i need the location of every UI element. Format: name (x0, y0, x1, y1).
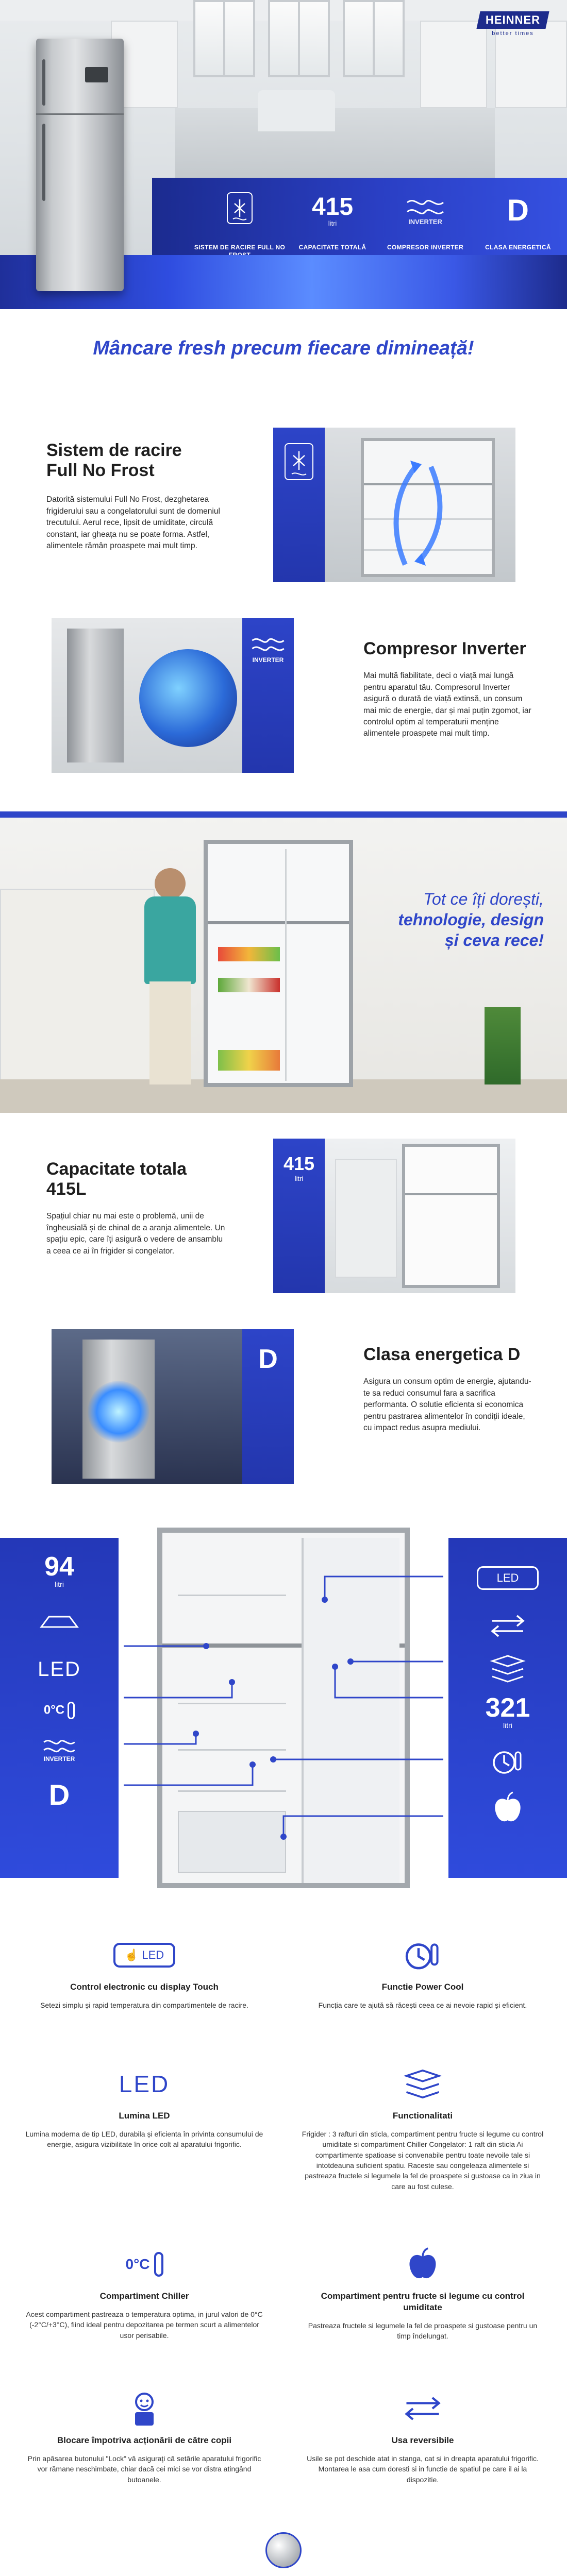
vegetable-drawer (218, 1050, 280, 1071)
capacity-text (46, 1159, 227, 1257)
right-icon-panel (448, 1538, 567, 1878)
spec-capacity: 415 litri CAPACITATE TOTALĂ (286, 178, 379, 268)
freezer-volume-unit: litri (55, 1580, 64, 1588)
airflow-arrows-icon (390, 451, 446, 570)
feature-crisper: Compartiment pentru fructe si legume cu control umiditate Pastreaza fructele si legumele la fel de proaspete si gustoase pentru un timp îndelungat. (302, 2246, 544, 2342)
kitchen-cabinet (0, 889, 155, 1084)
freezer-volume: 94 (44, 1552, 74, 1582)
feature-color (162, 2532, 405, 2576)
lifestyle-banner (0, 811, 567, 1113)
spec-bar (152, 178, 567, 268)
spec-inverter: INVERTER COMPRESOR INVERTER (379, 178, 472, 268)
touch-led-icon: ☝ LED (113, 1943, 175, 1968)
feature-reversible-door: Usa reversibile Usile se pot deschide atat in stanga, cat si in dreapta aparatului frigorific. Montarea le asa cum doresti si in functie de spatiul pe care il ai la dispozitie. (302, 2391, 544, 2485)
hero-banner (0, 0, 567, 309)
feature-child-lock: Blocare împotriva acționării de către copii Prin apăsarea butonului "Lock" vă asigurați că setările aparatului frigorific vor rămane neschimbate, chiar dacă cei mici se vor distra atingând butoanele. (23, 2391, 265, 2485)
power-cool-icon (402, 1937, 443, 1973)
brand-tagline: better times (492, 30, 534, 37)
nofrost-text (46, 440, 222, 552)
energy-glow (88, 1381, 149, 1443)
capacity-image (273, 1139, 515, 1293)
display-panel (85, 67, 108, 82)
fridge-door (285, 849, 342, 1081)
open-fridge-interior (402, 1144, 500, 1288)
inverter-icon (250, 636, 286, 654)
energy-image (52, 1329, 294, 1484)
capacity-unit: litri (328, 219, 337, 227)
left-icon-panel: 94 litri LED 0°C INVERTER D (0, 1538, 119, 1878)
inverter-image (52, 618, 294, 773)
top-stripe (0, 811, 567, 818)
reversible-door-icon (487, 1613, 528, 1639)
reversible-door-icon (401, 2395, 444, 2422)
capacity-title: Capacitate totala 415L (46, 1159, 187, 1199)
touch-led-icon: LED (477, 1566, 539, 1590)
headline: Mâncare fresh precum fiecare dimineață! (93, 337, 474, 359)
feature-led-light: LED Lumina LED Lumina moderna de tip LED, durabila și eficienta în privinta consumului de energie, asigura vizibilitate în orice colt al aparatului frigorific. (25, 2071, 263, 2149)
chiller-icon: 0°C (0, 1702, 119, 1719)
apple-icon (492, 1791, 523, 1824)
chiller-icon: 0°C (23, 2246, 265, 2282)
capacity-icon-panel: 415 litri (273, 1139, 325, 1293)
energy-icon-panel: D (242, 1329, 294, 1484)
feature-chiller: 0°C Compartiment Chiller Acest compartiment pastreaza o temperatura optima, in jurul valori de 0°C (-2°C/+3°C), fiind ideal pentru depozitarea pe termen scurt a alimentelor usor perisabile. (23, 2246, 265, 2341)
range-hood (258, 90, 335, 131)
feature-functionalities: Functionalitati Frigider : 3 rafturi din sticla, compartiment pentru fructe si legume cu control umiditate si compartiment Chiller Congelator: 1 raft din sticla Ai compartimente spatioase si convenabile pentru toate nevoile tale si intotdeauna suficient spatiu. Raceste sau congeleaza alimentele si pastreaza fructele si legumele la fel de proaspete si gustoase ca in ziua in care au fost culese. (302, 2066, 544, 2192)
nofrost-image (273, 428, 515, 582)
spec-energy: D CLASA ENERGETICĂ (472, 178, 564, 268)
open-fridge-image (204, 840, 353, 1087)
spec-nofrost: SISTEM DE RACIRE FULL NO (193, 178, 286, 268)
plant-image (485, 1007, 521, 1084)
food-items (218, 978, 280, 992)
inverter-icon (405, 197, 446, 218)
interior-diagram (0, 1528, 567, 1888)
power-cool-icon (490, 1746, 526, 1777)
nofrost-title: Sistem de racire Full No Frost (46, 440, 182, 481)
hero-fridge-image (36, 39, 124, 291)
nofrost-description: Datorită sistemului Full No Frost, dezghetarea frigiderului sau a congelatorului sunt de domeniul trecutului. Aerul rece, lipsit de umiditate, circulă constant, iar gheața nu se poate forma. Astfel, alimentele rămân proaspete mai mult timp. (46, 495, 220, 551)
child-lock-icon (128, 2391, 161, 2427)
callout-lines (119, 1528, 448, 1888)
kitchen-cabinet (335, 1159, 397, 1278)
open-fridge-interior (361, 438, 495, 577)
nofrost-icon (285, 443, 313, 480)
fridge-volume: 321 (485, 1693, 530, 1723)
counter-backsplash (175, 108, 495, 178)
compressor-image (139, 649, 237, 747)
person-shirt (144, 896, 196, 984)
brand-name: HEINNER (485, 13, 540, 26)
inverter-icon (41, 1738, 77, 1755)
layers-icon (487, 1653, 528, 1684)
layers-icon (401, 2067, 444, 2100)
inverter-description: Mai multă fiabilitate, deci o viață mai lungă pentru aparatul tău. Compresorul Inverter asigură o durată de viață extinsă, un consum mai mic de energie, dar și mai puțin zgomot, iar controlul optim al temperaturii menține alimentele proaspete mai mult timp. (363, 671, 531, 738)
fridge-volume-unit: litri (503, 1721, 512, 1730)
capacity-value: 415 (311, 193, 354, 221)
inverter-icon-panel: INVERTER (242, 618, 294, 773)
led-icon: LED (38, 1658, 81, 1681)
person-trousers (149, 981, 191, 1084)
lifestyle-slogan: Tot ce îți dorești, tehnologie, design și ceva rece! (398, 890, 544, 950)
energy-class-badge: D (48, 1778, 70, 1811)
feature-power-cool: Functie Power Cool Funcția care te ajută să răcești ceea ce ai nevoie rapid și eficient. (302, 1937, 544, 2010)
nofrost-icon (227, 192, 253, 224)
inverter-text (363, 639, 533, 740)
color-swatch-icon (265, 2532, 302, 2568)
shelf-icon (36, 1612, 82, 1632)
food-items (218, 947, 280, 961)
apple-icon (407, 2247, 439, 2281)
nofrost-icon-panel (273, 428, 325, 582)
feature-touch-display: ☝ LED Control electronic cu display Touch Setezi simplu și rapid temperatura din compartimentele de racire. (23, 1937, 265, 2010)
energy-text (363, 1345, 533, 1434)
brand-logo[interactable] (464, 11, 562, 37)
inverter-title: Compresor Inverter (363, 639, 526, 658)
energy-class-value: D (507, 194, 529, 227)
led-icon: LED (119, 2071, 170, 2097)
person-head (155, 868, 186, 899)
capacity-description: Spațiul chiar nu mai este o problemă, unii de îngheusială și de chinal de a aranja alimentele. Un spațiu epic, care îți asigură o vedere de ansamblu a ceea ce ai în frigider si congelator. (46, 1212, 225, 1256)
energy-description: Asigura un consum optim de energie, ajutandu-te sa reduci consumul fara a sacrifica performanta. O solutie eficienta si economica pentru pastrarea alimentelor în condiții ideale, cu impact redus asupra mediului. (363, 1377, 531, 1432)
energy-title: Clasa energetica D (363, 1345, 521, 1364)
fridge-photo (67, 629, 124, 762)
